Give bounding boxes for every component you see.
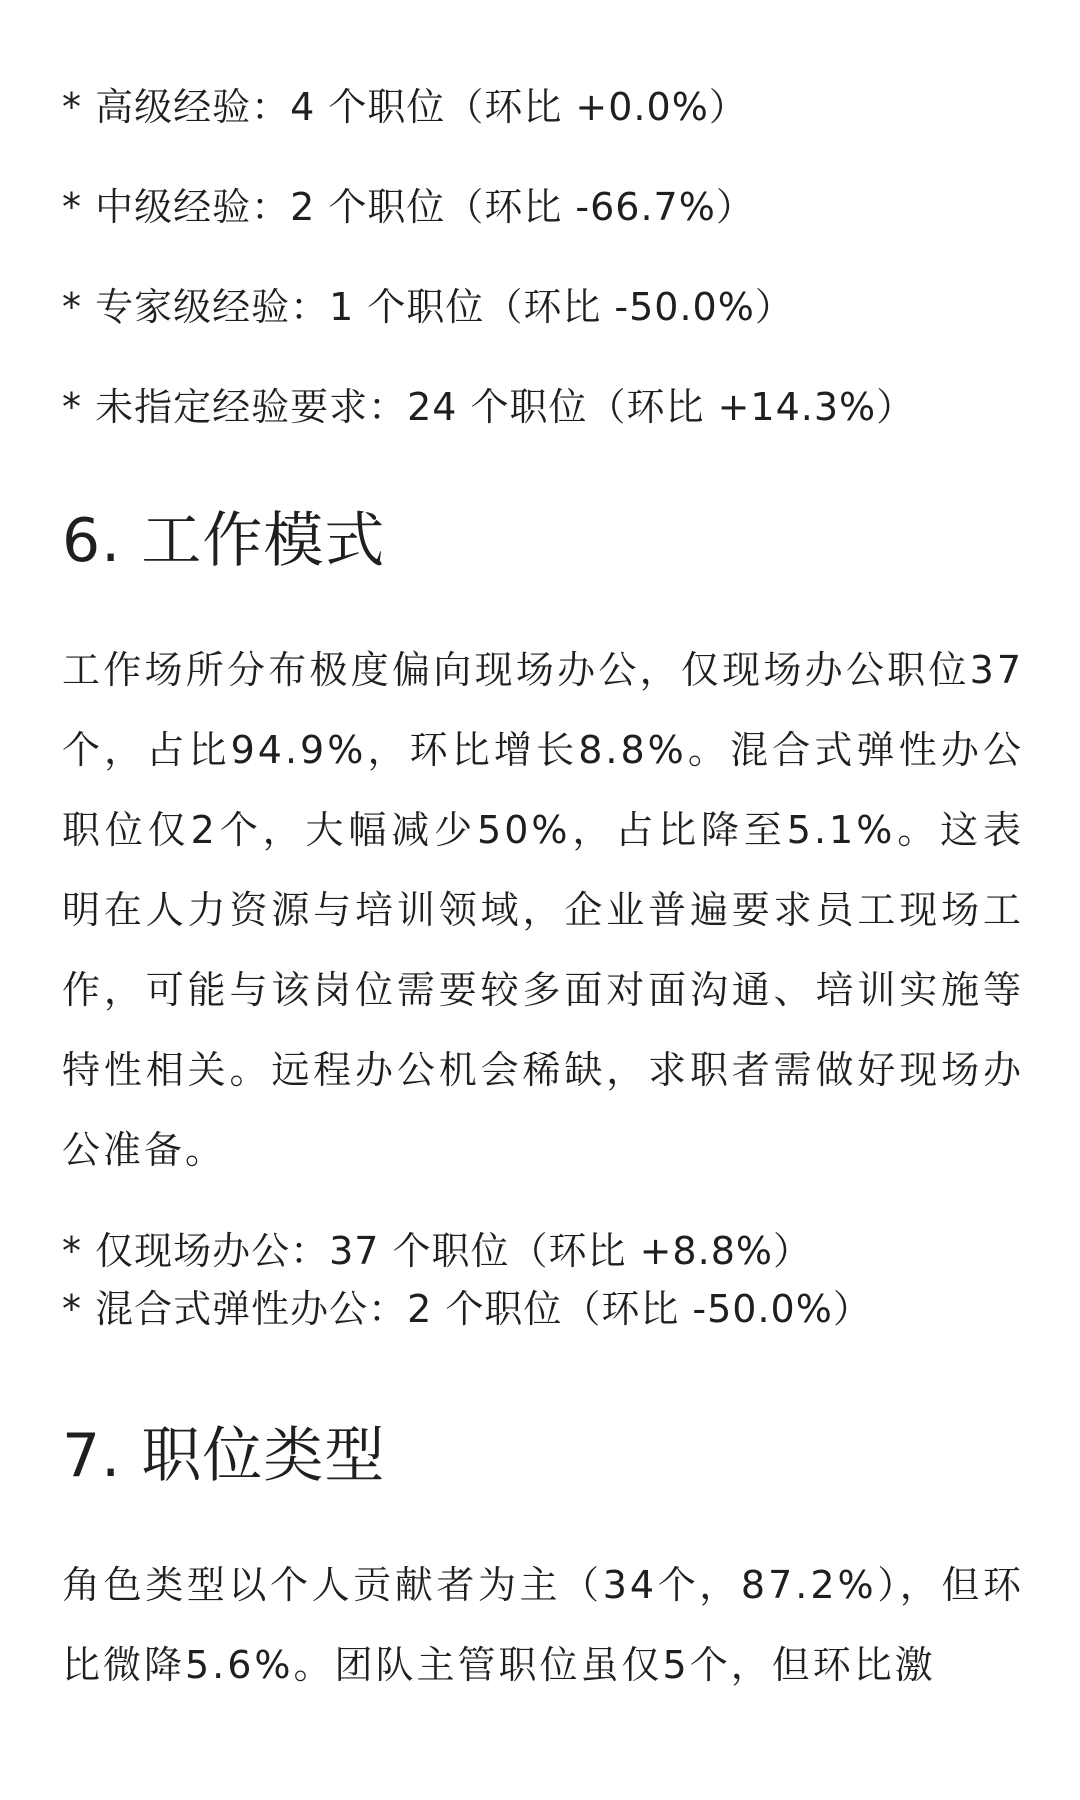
list-item: * 高级经验：4 个职位（环比 +0.0%） xyxy=(62,85,748,129)
work-mode-bullet-list xyxy=(62,1228,872,1344)
experience-bullet-list xyxy=(62,84,915,484)
list-item: * 仅现场办公：37 个职位（环比 +8.8%） xyxy=(62,1229,812,1273)
list-item: * 中级经验：2 个职位（环比 -66.7%） xyxy=(62,185,755,229)
list-item: * 未指定经验要求：24 个职位（环比 +14.3%） xyxy=(62,385,916,429)
job-type-paragraph: 角色类型以个人贡献者为主（34个，87.2%），但环比微降5.6%。团队主管职位虽仅5个，但环比激 xyxy=(62,1563,1024,1687)
section-heading-work-mode: 6. 工作模式 xyxy=(62,506,386,576)
work-mode-paragraph: 工作场所分布极度偏向现场办公，仅现场办公职位37个，占比94.9%，环比增长8.8%。混合式弹性办公职位仅2个，大幅减少50%，占比降至5.1%。这表明在人力资源与培训领域，企业普遍要求员工现场工作，可能与该岗位需要较多面对面沟通、培训实施等特性相关。远程办公机会稀缺，求职者需做好现场办公准备。 xyxy=(62,648,1024,1172)
list-item: * 混合式弹性办公：2 个职位（环比 -50.0%） xyxy=(62,1287,872,1331)
list-item: * 专家级经验：1 个职位（环比 -50.0%） xyxy=(62,285,794,329)
section-heading-job-type: 7. 职位类型 xyxy=(62,1421,386,1491)
